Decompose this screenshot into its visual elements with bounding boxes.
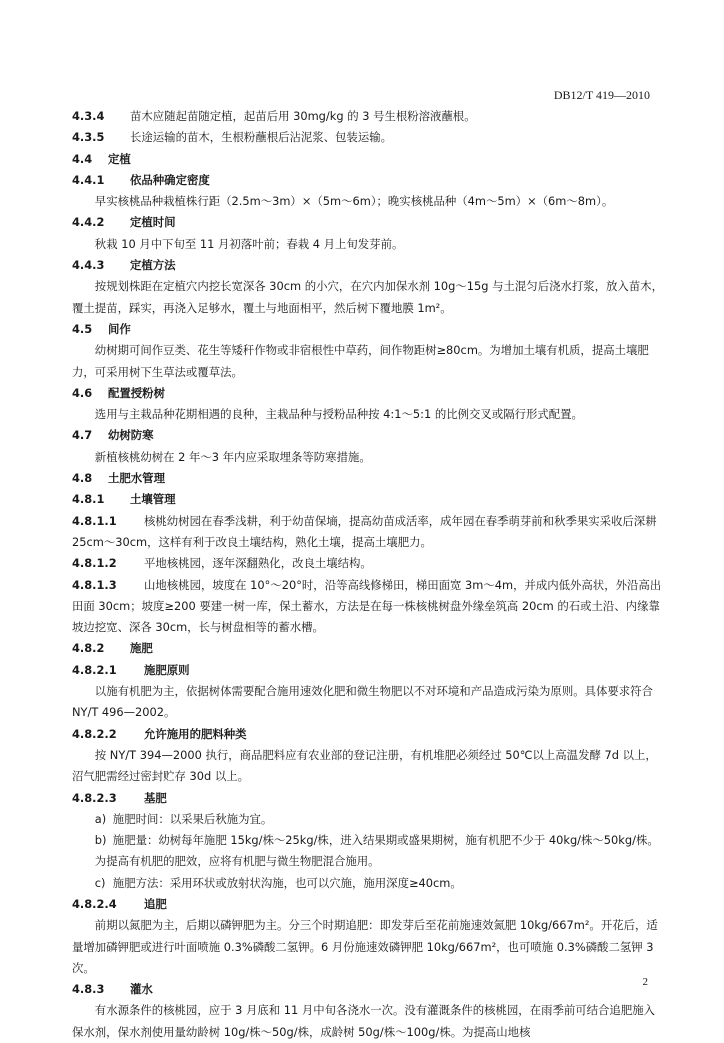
clause-number: 4.8.1.3 — [72, 577, 117, 592]
list-text: 施肥量：幼树每年施肥 15kg/株～25kg/株，进入结果期或盛果期树，施有机肥不少于 40kg/株～50kg/株。为提高有机肥的肥效，应将有机肥与微生物肥混合施用。 — [94, 833, 659, 869]
section-title: 定植方法 — [130, 258, 176, 273]
section-number: 4.5 — [72, 321, 93, 336]
section-title: 施肥原则 — [144, 662, 190, 677]
list-marker: c) — [94, 875, 106, 890]
paragraph: 幼树期可间作豆类、花生等矮秆作物或非宿根性中草药，间作物距树≥80cm。为增加土壤有机质，提高土壤肥力，可采用树下生草法或覆草法。 — [72, 343, 649, 379]
section-heading — [72, 255, 664, 276]
clause-text: 长途运输的苗木，生根粉蘸根后沾泥浆、包装运输。 — [130, 130, 392, 145]
section-title: 基肥 — [144, 790, 167, 805]
paragraph: 选用与主栽品种花期相遇的良种，主栽品种与授粉品种按 4:1～5:1 的比例交叉或隔行形式配置。 — [94, 407, 583, 422]
section-heading — [72, 638, 664, 659]
section-number: 4.8.2.1 — [72, 662, 117, 677]
section-number: 4.8.3 — [72, 982, 105, 997]
clause-number: 4.3.4 — [72, 109, 105, 123]
section-heading — [72, 489, 664, 510]
paragraph: 有水源条件的核桃园，应于 3 月底和 11 月中旬各浇水一次。没有灌溉条件的核桃园，在雨季前可结合追肥施入保水剂，保水剂使用量幼龄树 10g/株～50g/株，成龄树 50g/株～100g/株。为提高山地核 — [72, 1003, 655, 1039]
clause-item — [72, 511, 664, 554]
clause-number: 4.3.5 — [72, 130, 105, 145]
section-title: 土肥水管理 — [108, 471, 165, 486]
section-title: 间作 — [108, 321, 131, 336]
section-number: 4.4.2 — [72, 215, 105, 230]
section-heading — [72, 724, 664, 745]
section-heading — [72, 383, 664, 404]
list-marker: b) — [94, 833, 107, 848]
section-number: 4.8.2.3 — [72, 790, 117, 805]
section-heading — [72, 788, 664, 809]
section-heading — [72, 660, 664, 681]
section-heading — [72, 212, 664, 233]
section-number: 4.7 — [72, 428, 93, 443]
section-heading — [72, 319, 664, 340]
section-title: 幼树防寒 — [108, 428, 154, 443]
clause-item — [72, 127, 664, 148]
list-text: 施肥方法：采用环状或放射状沟施，也可以穴施，施用深度≥40cm。 — [112, 875, 462, 890]
section-title: 追肥 — [144, 896, 167, 911]
paragraph: 前期以氮肥为主，后期以磷钾肥为主。分三个时期追肥：即发芽后至花前施速效氮肥 10kg/667m²。开花后，适量增加磷钾肥或进行叶面喷施 0.3%磷酸二氢钾。6 月份施速效磷钾肥 10kg/667m²，也可喷施 0.3%磷酸二氢钾 3 次。 — [72, 918, 658, 975]
clause-text: 核桃幼树园在春季浅耕，利于幼苗保墒，提高幼苗成活率，成年园在春季萌芽前和秋季果实采收后深耕 25cm～30cm，这样有利于改良土壤结构，熟化土壤，提高土壤肥力。 — [72, 513, 657, 549]
section-number: 4.8 — [72, 471, 93, 486]
section-number: 4.8.2 — [72, 641, 105, 656]
section-heading — [72, 979, 664, 1000]
section-title: 施肥 — [130, 641, 153, 656]
clause-item — [72, 553, 664, 574]
section-number: 4.8.1 — [72, 492, 105, 507]
section-title: 依品种确定密度 — [130, 172, 210, 187]
clause-text: 平地核桃园，逐年深翻熟化，改良土壤结构。 — [144, 556, 372, 571]
section-number: 4.4.1 — [72, 172, 105, 187]
section-title: 配置授粉树 — [108, 385, 165, 400]
clause-number: 4.8.1.2 — [72, 556, 117, 571]
paragraph: 按 NY/T 394—2000 执行，商品肥料应有农业部的登记注册，有机堆肥必须经过 50℃以上高温发酵 7d 以上，沼气肥需经过密封贮存 30d 以上。 — [72, 747, 657, 784]
list-item — [72, 873, 664, 894]
section-title: 定植 — [108, 151, 131, 166]
section-title: 允许施用的肥料种类 — [144, 726, 247, 741]
clause-text: 苗木应随起苗随定植，起苗后用 30mg/kg 的 3 号生根粉溶液蘸根。 — [130, 109, 476, 123]
section-title: 土壤管理 — [130, 492, 176, 507]
clause-text: 山地核桃园，坡度在 10°～20°时，沿等高线修梯田，梯田面宽 3m～4m，并成内低外高状，外沿高出田面 30cm；坡度≥200 要建一树一库，保土蓄水，方法是在每一株核桃树盘外缘垒筑高 20cm 的石或土沿、内缘靠坡边挖宽、深各 30cm，长与树盘相等的蓄水槽。 — [72, 577, 662, 635]
section-number: 4.8.2.2 — [72, 726, 117, 741]
section-heading — [72, 894, 664, 915]
paragraph: 新植核桃幼树在 2 年～3 年内应采取埋条等防寒措施。 — [94, 449, 371, 464]
section-number: 4.4.3 — [72, 258, 105, 273]
paragraph: 按规划株距在定植穴内挖长宽深各 30cm 的小穴，在穴内加保水剂 10g～15g 与土混匀后浇水打浆，放入苗木，覆土提苗，踩实，再浇入足够水，覆土与地面相平，然后树下覆地膜 1m²。 — [72, 279, 663, 315]
clause-item — [72, 575, 664, 639]
section-heading — [72, 170, 664, 191]
document-body — [72, 106, 664, 1043]
section-title: 灌水 — [130, 982, 153, 997]
paragraph: 秋栽 10 月中下旬至 11 月初落叶前；春栽 4 月上旬发芽前。 — [94, 236, 404, 251]
section-heading — [72, 149, 664, 170]
standard-number: DB12/T 419—2010 — [553, 88, 650, 102]
list-item — [72, 809, 664, 830]
clause-item — [72, 106, 664, 127]
paragraph: 早实核桃品种栽植株行距（2.5m～3m）×（5m～6m）；晚实核桃品种（4m～5m）×（6m～8m）。 — [94, 194, 614, 209]
section-title: 定植时间 — [130, 215, 176, 230]
section-number: 4.8.2.4 — [72, 896, 117, 911]
paragraph: 以施有机肥为主，依据树体需要配合施用速效化肥和微生物肥以不对环境和产品造成污染为原则。具体要求符合 NY/T 496—2002。 — [72, 684, 653, 720]
section-number: 4.4 — [72, 151, 93, 166]
section-heading — [72, 425, 664, 446]
list-marker: a) — [94, 811, 107, 826]
clause-number: 4.8.1.1 — [72, 513, 117, 528]
section-number: 4.6 — [72, 385, 93, 400]
list-text: 施肥时间：以采果后秋施为宜。 — [112, 811, 273, 826]
section-heading — [72, 468, 664, 489]
list-item — [72, 830, 664, 873]
page-number: 2 — [642, 976, 648, 988]
